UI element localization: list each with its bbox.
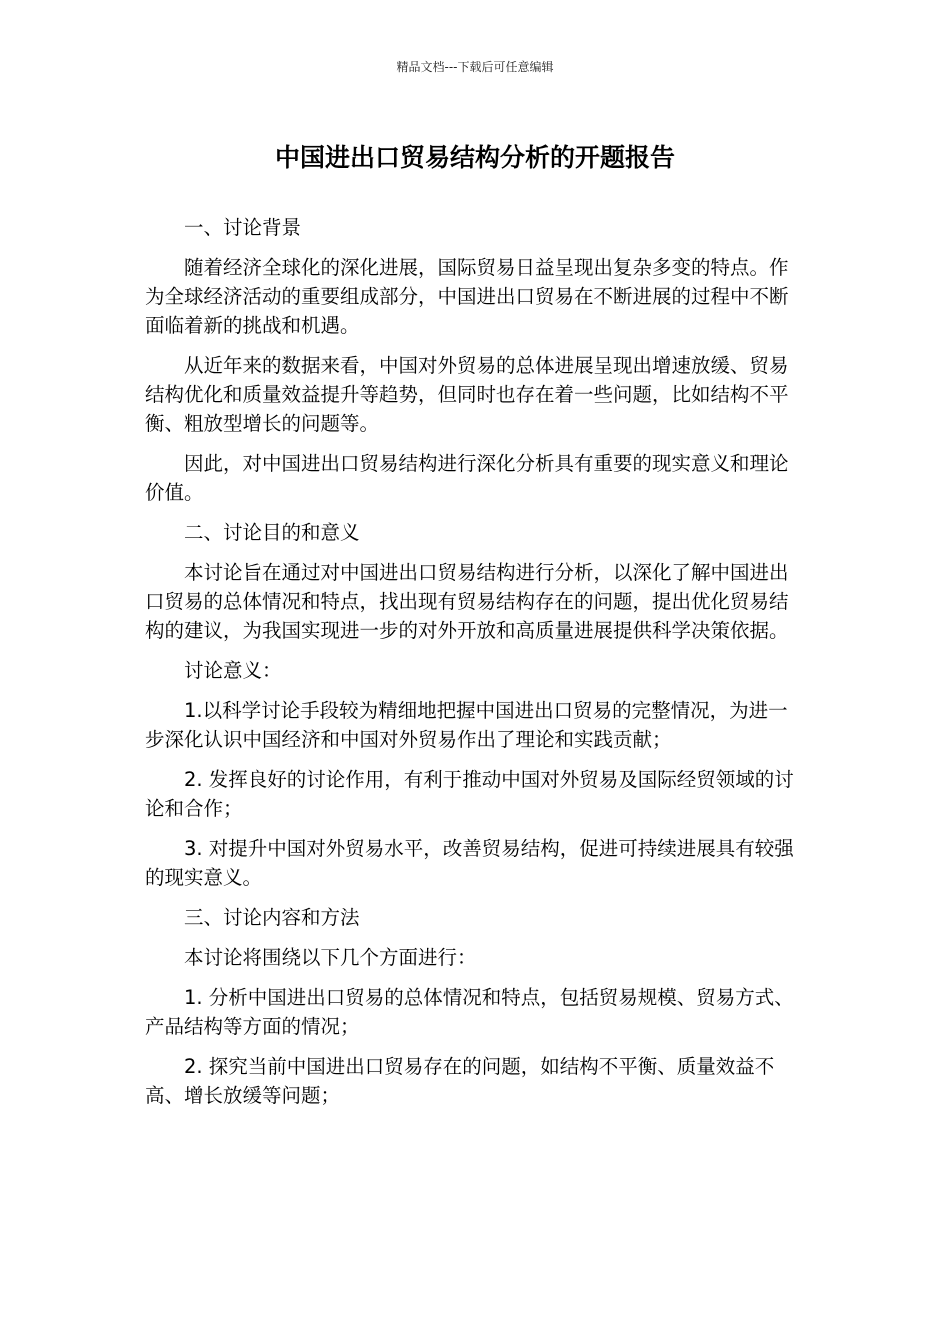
paragraph: 从近年来的数据来看，中国对外贸易的总体进展呈现出增速放缓、贸易结构优化和质量效益提升等趋势，但同时也存在着一些问题，比如结构不平衡、粗放型增长的问题等。 <box>145 354 789 435</box>
list-item: 2. 探究当前中国进出口贸易存在的问题，如结构不平衡、质量效益不高、增长放缓等问题； <box>145 1055 775 1107</box>
paragraph: 本讨论旨在通过对中国进出口贸易结构进行分析，以深化了解中国进出口贸易的总体情况和特点，找出现有贸易结构存在的问题，提出优化贸易结构的建议，为我国实现进一步的对外开放和高质量进展提供科学决策依据。 <box>145 561 789 642</box>
paragraph: 本讨论将围绕以下几个方面进行： <box>184 946 477 969</box>
paragraph: 讨论意义： <box>184 659 282 682</box>
paragraph: 因此，对中国进出口贸易结构进行深化分析具有重要的现实意义和理论价值。 <box>145 452 789 504</box>
section-heading-purpose: 二、讨论目的和意义 <box>184 521 360 544</box>
paragraph: 随着经济全球化的深化进展，国际贸易日益呈现出复杂多变的特点。作为全球经济活动的重要组成部分，中国进出口贸易在不断进展的过程中不断面临着新的挑战和机遇。 <box>145 256 789 337</box>
list-item: 1.以科学讨论手段较为精细地把握中国进出口贸易的完整情况，为进一步深化认识中国经济和中国对外贸易作出了理论和实践贡献； <box>145 699 788 751</box>
list-item: 3. 对提升中国对外贸易水平，改善贸易结构，促进可持续进展具有较强的现实意义。 <box>145 837 794 889</box>
list-item: 1. 分析中国进出口贸易的总体情况和特点，包括贸易规模、贸易方式、产品结构等方面的情况； <box>145 986 794 1038</box>
list-item: 2. 发挥良好的讨论作用，有利于推动中国对外贸易及国际经贸领域的讨论和合作； <box>145 768 794 820</box>
section-heading-background: 一、讨论背景 <box>184 216 302 239</box>
document-body <box>145 213 805 1121</box>
document-title: 中国进出口贸易结构分析的开题报告 <box>274 143 675 172</box>
section-heading-content: 三、讨论内容和方法 <box>184 906 360 929</box>
header-note: 精品文档---下载后可任意编辑 <box>396 60 554 74</box>
